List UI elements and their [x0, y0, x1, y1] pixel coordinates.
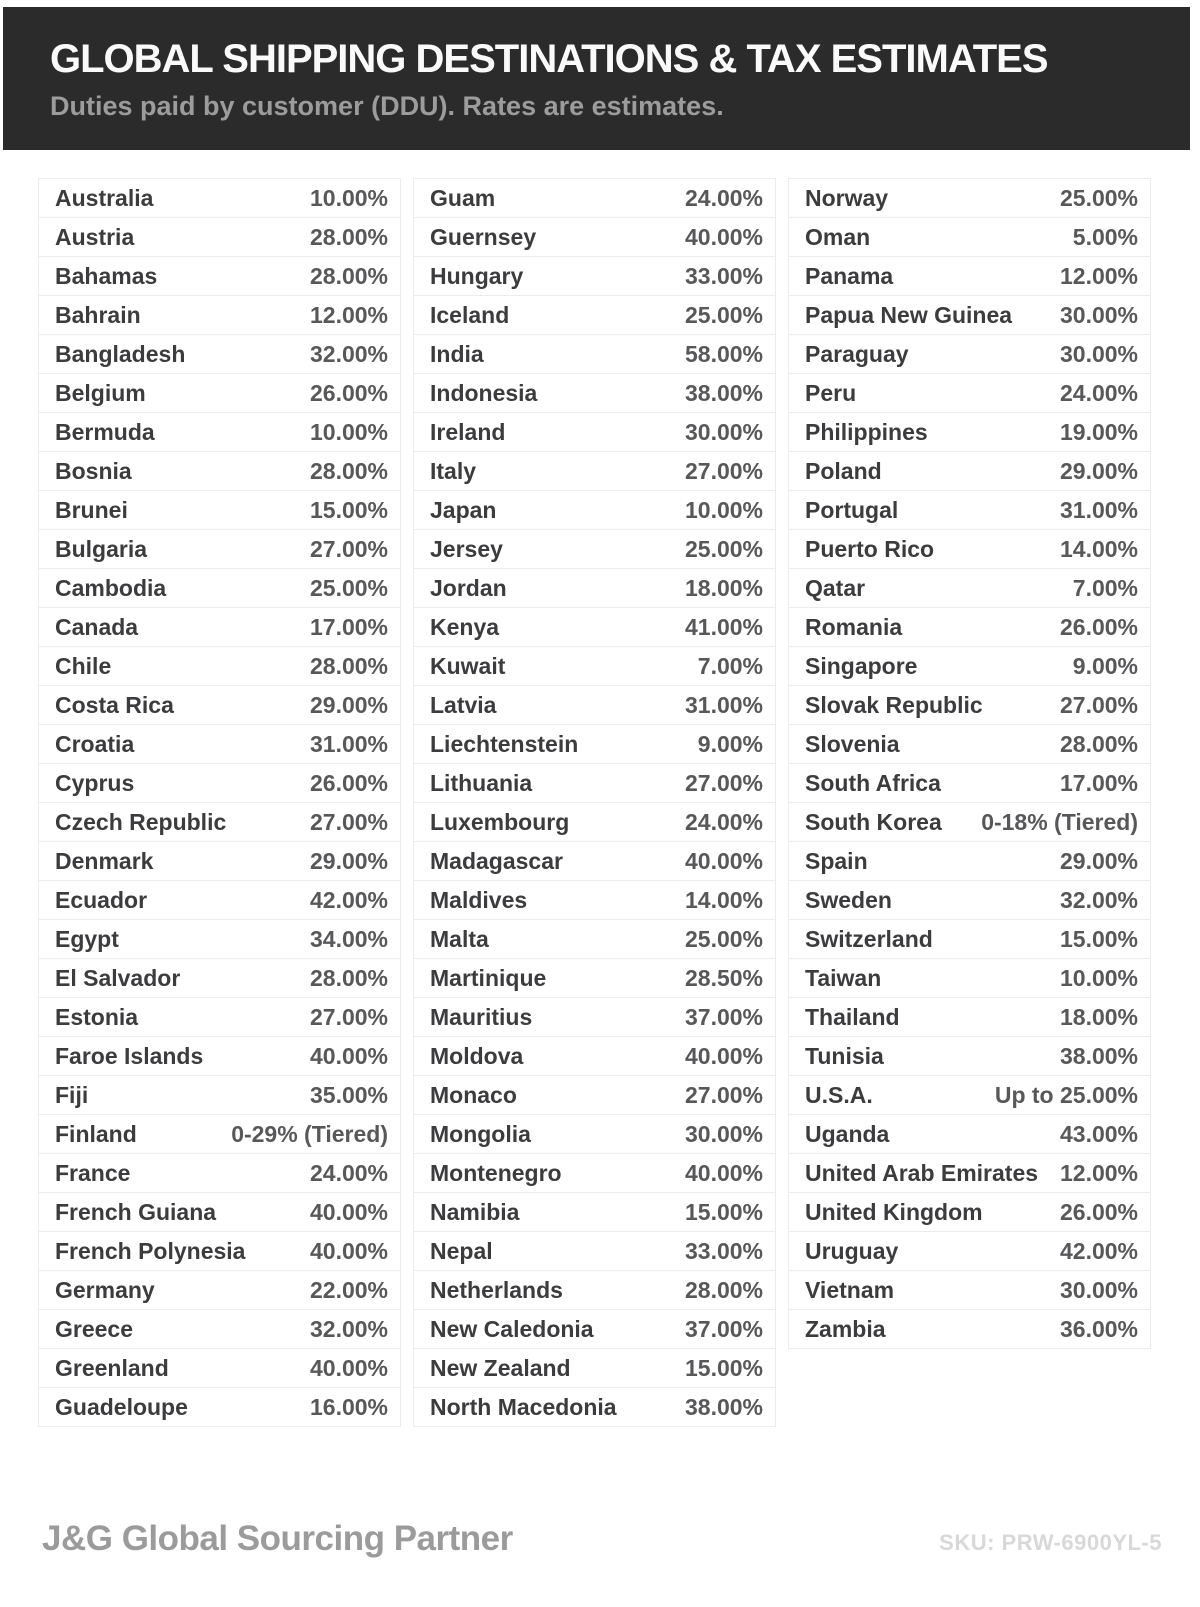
country-name: Guernsey	[430, 223, 537, 250]
country-name: Estonia	[55, 1003, 139, 1030]
country-name: Netherlands	[430, 1276, 563, 1303]
tax-rate: 30.00%	[684, 1120, 763, 1147]
country-name: India	[430, 340, 484, 367]
country-name: Fiji	[55, 1081, 89, 1108]
table-row	[414, 764, 775, 803]
country-name: Norway	[805, 184, 889, 211]
country-name: Romania	[805, 613, 903, 640]
country-name: Bermuda	[55, 418, 155, 445]
country-name: New Caledonia	[430, 1315, 594, 1342]
country-name: Poland	[805, 457, 882, 484]
country-name: Madagascar	[430, 847, 563, 874]
table-row	[789, 335, 1150, 374]
table-row	[39, 257, 400, 296]
tax-rate: 30.00%	[1059, 301, 1138, 328]
country-name: Ecuador	[55, 886, 148, 913]
country-name: Uruguay	[805, 1237, 899, 1264]
tax-rate: 27.00%	[684, 1081, 763, 1108]
country-name: Croatia	[55, 730, 135, 757]
table-row	[789, 374, 1150, 413]
tax-rate: 40.00%	[309, 1354, 388, 1381]
tax-rate: 16.00%	[309, 1393, 388, 1420]
tax-rate: 7.00%	[697, 652, 763, 679]
table-row	[414, 1349, 775, 1388]
country-name: Zambia	[805, 1315, 886, 1342]
tax-rate: 14.00%	[1059, 535, 1138, 562]
country-name: Tunisia	[805, 1042, 884, 1069]
country-name: Switzerland	[805, 925, 933, 952]
table-row	[414, 881, 775, 920]
tax-rate: 15.00%	[684, 1198, 763, 1225]
tax-rate: 41.00%	[684, 613, 763, 640]
tax-rate: 31.00%	[309, 730, 388, 757]
tax-rate: 27.00%	[309, 808, 388, 835]
table-row	[414, 569, 775, 608]
tax-rate: 27.00%	[684, 769, 763, 796]
tax-rate: 26.00%	[1059, 1198, 1138, 1225]
country-name: Malta	[430, 925, 489, 952]
country-name: Costa Rica	[55, 691, 174, 718]
table-row	[39, 218, 400, 257]
table-row	[39, 530, 400, 569]
country-name: French Guiana	[55, 1198, 217, 1225]
country-name: Sweden	[805, 886, 892, 913]
table-row	[39, 686, 400, 725]
table-row	[414, 491, 775, 530]
table-row	[39, 452, 400, 491]
tax-rate: 15.00%	[309, 496, 388, 523]
tax-rate: 37.00%	[684, 1315, 763, 1342]
rates-column-2	[413, 178, 776, 1427]
tax-rate: 12.00%	[309, 301, 388, 328]
tax-rate: 10.00%	[309, 184, 388, 211]
country-name: Martinique	[430, 964, 547, 991]
country-name: Liechtenstein	[430, 730, 579, 757]
table-row	[414, 725, 775, 764]
table-row	[39, 764, 400, 803]
table-row	[39, 998, 400, 1037]
country-name: Belgium	[55, 379, 146, 406]
tax-rate: 26.00%	[309, 379, 388, 406]
table-row	[789, 530, 1150, 569]
table-row	[414, 842, 775, 881]
table-row	[414, 1076, 775, 1115]
page-subtitle: Duties paid by customer (DDU). Rates are estimates.	[50, 91, 724, 121]
table-row	[789, 1154, 1150, 1193]
tax-rate: 30.00%	[1059, 340, 1138, 367]
country-name: United Arab Emirates	[805, 1159, 1039, 1186]
table-row	[39, 413, 400, 452]
tax-rate-tables	[38, 178, 1151, 1427]
country-name: Portugal	[805, 496, 899, 523]
table-row	[789, 1037, 1150, 1076]
tax-rate: 25.00%	[684, 535, 763, 562]
country-name: Slovenia	[805, 730, 900, 757]
table-row	[414, 374, 775, 413]
table-row	[39, 374, 400, 413]
country-name: Japan	[430, 496, 497, 523]
table-row	[789, 179, 1150, 218]
country-name: Namibia	[430, 1198, 520, 1225]
country-name: Monaco	[430, 1081, 517, 1108]
table-row	[789, 1076, 1150, 1115]
table-row	[414, 1388, 775, 1427]
tax-rate: 24.00%	[309, 1159, 388, 1186]
country-name: Panama	[805, 262, 894, 289]
table-row	[39, 1232, 400, 1271]
tax-rate: 42.00%	[1059, 1237, 1138, 1264]
country-name: Cyprus	[55, 769, 135, 796]
tax-rate: 0-18% (Tiered)	[981, 808, 1138, 835]
country-name: Latvia	[430, 691, 497, 718]
table-row	[39, 920, 400, 959]
table-row	[789, 764, 1150, 803]
country-name: Jordan	[430, 574, 507, 601]
tax-rate: 40.00%	[684, 1159, 763, 1186]
table-row	[39, 335, 400, 374]
table-row	[789, 452, 1150, 491]
table-row	[414, 959, 775, 998]
country-name: Faroe Islands	[55, 1042, 204, 1069]
tax-rate: 32.00%	[309, 1315, 388, 1342]
country-name: Nepal	[430, 1237, 493, 1264]
country-name: Czech Republic	[55, 808, 227, 835]
tax-rate: 25.00%	[684, 301, 763, 328]
country-name: Mauritius	[430, 1003, 533, 1030]
country-name: Bahrain	[55, 301, 141, 328]
tax-rate: 31.00%	[1059, 496, 1138, 523]
country-name: Kenya	[430, 613, 500, 640]
table-row	[414, 920, 775, 959]
tax-rate: 27.00%	[684, 457, 763, 484]
country-name: South Korea	[805, 808, 942, 835]
tax-rate: 58.00%	[684, 340, 763, 367]
tax-rate: 40.00%	[309, 1198, 388, 1225]
tax-rate: 25.00%	[684, 925, 763, 952]
table-row	[414, 686, 775, 725]
tax-rate: 29.00%	[1059, 847, 1138, 874]
country-name: Mongolia	[430, 1120, 531, 1147]
tax-rate: 10.00%	[1059, 964, 1138, 991]
table-row	[39, 1037, 400, 1076]
tax-rate: 40.00%	[684, 223, 763, 250]
table-row	[789, 491, 1150, 530]
table-row	[39, 803, 400, 842]
table-row	[414, 608, 775, 647]
country-name: Bahamas	[55, 262, 158, 289]
table-row	[414, 179, 775, 218]
country-name: Bosnia	[55, 457, 132, 484]
country-name: Chile	[55, 652, 112, 679]
table-row	[39, 1349, 400, 1388]
rates-column-3	[788, 178, 1151, 1349]
tax-rate: 15.00%	[1059, 925, 1138, 952]
table-row	[789, 1271, 1150, 1310]
tax-rate: 32.00%	[309, 340, 388, 367]
country-name: Puerto Rico	[805, 535, 935, 562]
table-row	[39, 179, 400, 218]
table-row	[789, 1193, 1150, 1232]
tax-rate: 40.00%	[684, 1042, 763, 1069]
table-row	[414, 530, 775, 569]
tax-rate: 40.00%	[684, 847, 763, 874]
tax-rate: 10.00%	[684, 496, 763, 523]
table-row	[789, 1232, 1150, 1271]
table-row	[789, 218, 1150, 257]
country-name: Singapore	[805, 652, 918, 679]
country-name: Spain	[805, 847, 868, 874]
page-title: GLOBAL SHIPPING DESTINATIONS & TAX ESTIMATES	[50, 37, 1048, 81]
table-row	[789, 1310, 1150, 1349]
tax-rate: 9.00%	[697, 730, 763, 757]
country-name: Montenegro	[430, 1159, 562, 1186]
tax-rate: 33.00%	[684, 1237, 763, 1264]
country-name: Lithuania	[430, 769, 533, 796]
country-name: United Kingdom	[805, 1198, 983, 1225]
tax-rate: 38.00%	[684, 1393, 763, 1420]
tax-rate: 12.00%	[1059, 1159, 1138, 1186]
page-header	[3, 7, 1190, 150]
table-row	[414, 1193, 775, 1232]
tax-rate: 5.00%	[1072, 223, 1138, 250]
table-row	[414, 1232, 775, 1271]
tax-rate: 0-29% (Tiered)	[231, 1120, 388, 1147]
tax-rate: 25.00%	[309, 574, 388, 601]
country-name: U.S.A.	[805, 1081, 873, 1108]
table-row	[789, 257, 1150, 296]
table-row	[39, 842, 400, 881]
country-name: Luxembourg	[430, 808, 570, 835]
table-row	[414, 257, 775, 296]
tax-rate: 18.00%	[1059, 1003, 1138, 1030]
table-row	[789, 881, 1150, 920]
tax-rate: 36.00%	[1059, 1315, 1138, 1342]
table-row	[789, 569, 1150, 608]
tax-rate: 29.00%	[309, 691, 388, 718]
tax-rate: 26.00%	[1059, 613, 1138, 640]
country-name: Jersey	[430, 535, 503, 562]
table-row	[39, 569, 400, 608]
country-name: Germany	[55, 1276, 155, 1303]
tax-rate: 40.00%	[309, 1042, 388, 1069]
tax-rate: 29.00%	[1059, 457, 1138, 484]
table-row	[789, 998, 1150, 1037]
country-name: Uganda	[805, 1120, 890, 1147]
tax-rate: 35.00%	[309, 1081, 388, 1108]
country-name: Kuwait	[430, 652, 506, 679]
tax-rate: 22.00%	[309, 1276, 388, 1303]
table-row	[789, 686, 1150, 725]
country-name: El Salvador	[55, 964, 181, 991]
tax-rate: 25.00%	[1059, 184, 1138, 211]
tax-rate: 38.00%	[684, 379, 763, 406]
tax-rate: 28.50%	[684, 964, 763, 991]
table-row	[39, 608, 400, 647]
tax-rate: 28.00%	[309, 223, 388, 250]
tax-rate: 7.00%	[1072, 574, 1138, 601]
table-row	[414, 413, 775, 452]
table-row	[414, 296, 775, 335]
tax-rate: 10.00%	[309, 418, 388, 445]
table-row	[414, 998, 775, 1037]
table-row	[39, 1115, 400, 1154]
country-name: Papua New Guinea	[805, 301, 1013, 328]
table-row	[789, 413, 1150, 452]
tax-rate: 28.00%	[309, 652, 388, 679]
country-name: Maldives	[430, 886, 528, 913]
country-name: Iceland	[430, 301, 510, 328]
tax-rate: 12.00%	[1059, 262, 1138, 289]
country-name: North Macedonia	[430, 1393, 617, 1420]
country-name: Bulgaria	[55, 535, 148, 562]
tax-rate: 40.00%	[309, 1237, 388, 1264]
table-row	[39, 1076, 400, 1115]
tax-rate: 24.00%	[1059, 379, 1138, 406]
table-row	[39, 1154, 400, 1193]
country-name: Peru	[805, 379, 857, 406]
country-name: Egypt	[55, 925, 119, 952]
tax-rate: 18.00%	[684, 574, 763, 601]
country-name: French Polynesia	[55, 1237, 246, 1264]
tax-rate: 30.00%	[1059, 1276, 1138, 1303]
tax-rate: 26.00%	[309, 769, 388, 796]
table-row	[414, 1037, 775, 1076]
country-name: Denmark	[55, 847, 154, 874]
tax-rate: 27.00%	[309, 535, 388, 562]
table-row	[414, 335, 775, 374]
country-name: Cambodia	[55, 574, 167, 601]
country-name: Australia	[55, 184, 154, 211]
country-name: Slovak Republic	[805, 691, 983, 718]
country-name: Qatar	[805, 574, 866, 601]
tax-rate: 28.00%	[684, 1276, 763, 1303]
country-name: Canada	[55, 613, 139, 640]
tax-rate: 14.00%	[684, 886, 763, 913]
table-row	[789, 803, 1150, 842]
tax-rate: 24.00%	[684, 808, 763, 835]
table-row	[789, 296, 1150, 335]
country-name: Moldova	[430, 1042, 524, 1069]
table-row	[414, 1154, 775, 1193]
country-name: Paraguay	[805, 340, 909, 367]
tax-rate: 29.00%	[309, 847, 388, 874]
rates-column-1	[38, 178, 401, 1427]
table-row	[39, 959, 400, 998]
table-row	[414, 1115, 775, 1154]
table-row	[39, 491, 400, 530]
country-name: Italy	[430, 457, 477, 484]
tax-rate: 17.00%	[309, 613, 388, 640]
country-name: Guadeloupe	[55, 1393, 188, 1420]
tax-rate: 34.00%	[309, 925, 388, 952]
tax-rate: 30.00%	[684, 418, 763, 445]
table-row	[789, 920, 1150, 959]
table-row	[39, 1193, 400, 1232]
table-row	[39, 647, 400, 686]
table-row	[414, 452, 775, 491]
table-row	[39, 725, 400, 764]
country-name: Philippines	[805, 418, 928, 445]
table-row	[39, 1271, 400, 1310]
country-name: Indonesia	[430, 379, 538, 406]
country-name: Brunei	[55, 496, 128, 523]
country-name: South Africa	[805, 769, 941, 796]
tax-rate: 42.00%	[309, 886, 388, 913]
table-row	[789, 725, 1150, 764]
table-row	[789, 608, 1150, 647]
country-name: Ireland	[430, 418, 506, 445]
table-row	[789, 647, 1150, 686]
tax-rate: 19.00%	[1059, 418, 1138, 445]
table-row	[789, 1115, 1150, 1154]
tax-rate: 28.00%	[309, 457, 388, 484]
tax-rate: 15.00%	[684, 1354, 763, 1381]
table-row	[414, 647, 775, 686]
country-name: Bangladesh	[55, 340, 186, 367]
table-row	[789, 842, 1150, 881]
tax-rate: 28.00%	[1059, 730, 1138, 757]
tax-rate: 27.00%	[1059, 691, 1138, 718]
country-name: Hungary	[430, 262, 524, 289]
tax-rate: 28.00%	[309, 262, 388, 289]
country-name: New Zealand	[430, 1354, 571, 1381]
country-name: France	[55, 1159, 131, 1186]
table-row	[39, 1388, 400, 1427]
table-row	[414, 803, 775, 842]
table-row	[39, 1310, 400, 1349]
table-row	[789, 959, 1150, 998]
table-row	[39, 296, 400, 335]
country-name: Greece	[55, 1315, 134, 1342]
page-footer	[42, 1519, 1162, 1559]
country-name: Oman	[805, 223, 871, 250]
table-row	[414, 1271, 775, 1310]
tax-rate: 31.00%	[684, 691, 763, 718]
country-name: Greenland	[55, 1354, 169, 1381]
tax-rate: 9.00%	[1072, 652, 1138, 679]
table-row	[414, 218, 775, 257]
country-name: Vietnam	[805, 1276, 895, 1303]
country-name: Taiwan	[805, 964, 882, 991]
tax-rate: 17.00%	[1059, 769, 1138, 796]
tax-rate: 33.00%	[684, 262, 763, 289]
country-name: Guam	[430, 184, 496, 211]
tax-rate: 38.00%	[1059, 1042, 1138, 1069]
tax-rate: Up to 25.00%	[994, 1081, 1138, 1108]
tax-rate: 32.00%	[1059, 886, 1138, 913]
tax-rate: 27.00%	[309, 1003, 388, 1030]
tax-rate: 37.00%	[684, 1003, 763, 1030]
country-name: Thailand	[805, 1003, 900, 1030]
tax-rate: 43.00%	[1059, 1120, 1138, 1147]
table-row	[414, 1310, 775, 1349]
table-row	[39, 881, 400, 920]
tax-rate: 28.00%	[309, 964, 388, 991]
tax-rate: 24.00%	[684, 184, 763, 211]
country-name: Austria	[55, 223, 135, 250]
brand-name: J&G Global Sourcing Partner	[42, 1519, 513, 1558]
sku-label: SKU: PRW-6900YL-5	[939, 1530, 1162, 1555]
country-name: Finland	[55, 1120, 137, 1147]
